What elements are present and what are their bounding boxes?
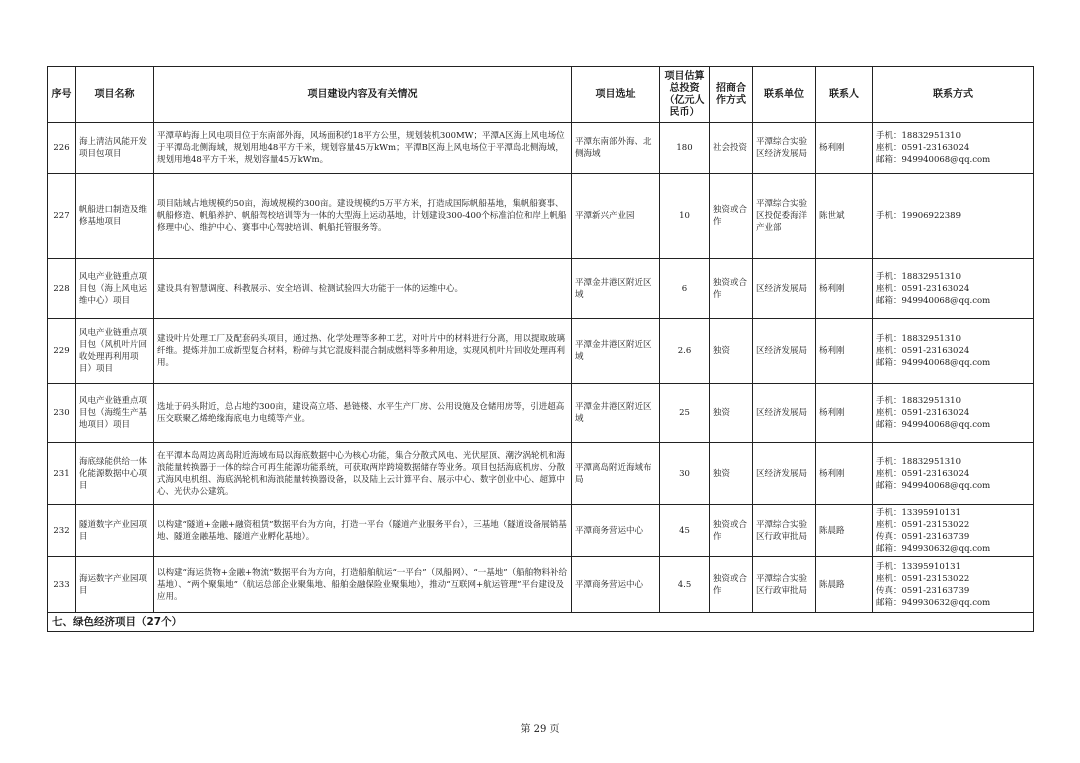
table-row [48, 443, 1034, 505]
header-mode: 招商合作方式 [710, 67, 753, 123]
cell-contact-person: 杨利刚 [816, 319, 873, 384]
cell-index: 231 [48, 443, 76, 505]
cell-index: 230 [48, 384, 76, 443]
section-row [48, 613, 1034, 632]
contact-line: 座机：0591-23163024 [876, 408, 970, 418]
cell-contact-unit: 区经济发展局 [753, 319, 816, 384]
contact-line: 手机：18832951310 [876, 334, 961, 344]
table-body [48, 123, 1034, 613]
cell-contact-person: 陈世斌 [816, 174, 873, 259]
table-row [48, 384, 1034, 443]
cell-project-content: 项目陆域占地规模约50亩，海域规模约300亩。建设规模约5万平方米，打造成国际帆船基地，集帆船赛事、帆船修造、帆船养护、帆船驾校培训等为一体的大型海上运动基地，计划建设300-400个标准泊位和岸上帆船修理中心、维护中心、赛事中心驾驶培训、帆船托管服务等。 [154, 174, 572, 259]
cell-location: 平潭金井港区附近区域 [572, 384, 660, 443]
header-content: 项目建设内容及有关情况 [154, 67, 572, 123]
cell-investment: 30 [660, 443, 710, 505]
cell-investment: 25 [660, 384, 710, 443]
cell-contact-info [873, 443, 1034, 505]
cell-index: 233 [48, 557, 76, 613]
cell-contact-unit: 平潭综合实验区投促委海洋产业部 [753, 174, 816, 259]
contact-line: 邮箱：949940068@qq.com [876, 420, 991, 430]
cell-project-name: 风电产业链重点项目包（风机叶片回收处理再利用项目）项目 [76, 319, 154, 384]
table-row [48, 557, 1034, 613]
header-name: 项目名称 [76, 67, 154, 123]
contact-line: 邮箱：949940068@qq.com [876, 155, 991, 165]
cell-contact-unit: 区经济发展局 [753, 384, 816, 443]
cell-location: 平潭东南部外海、北侧海域 [572, 123, 660, 174]
contact-line: 座机：0591-23163024 [876, 468, 970, 479]
cell-project-content: 在平潭本岛周边离岛附近海域布局以海底数据中心为核心功能，集合分散式风电、光伏屋顶、潮汐涡轮机和海浪能量转换器于一体的综合可再生能源功能系统，可获取两岸跨境数据储存等业务。项目包括海底机房、分散式海风电机组、海底涡轮机和海浪能量转换器设备，以及陆上云计算平台、展示中心、数字创业中心、超算中心、光伏办公建筑。 [154, 443, 572, 505]
cell-investment: 2.6 [660, 319, 710, 384]
cell-contact-person: 杨利刚 [816, 123, 873, 174]
cell-contact-unit: 区经济发展局 [753, 259, 816, 319]
contact-line: 座机：0591-23163024 [876, 283, 970, 294]
cell-location: 平潭商务营运中心 [572, 505, 660, 557]
contact-line: 邮箱：949930632@qq.com [876, 597, 991, 608]
header-index: 序号 [48, 67, 76, 123]
cell-contact-info [873, 557, 1034, 613]
cell-location: 平潭新兴产业园 [572, 174, 660, 259]
page-number: 第 29 页 [520, 724, 560, 735]
cell-project-name: 风电产业链重点项目包（海上风电运维中心）项目 [76, 259, 154, 319]
contact-line: 座机：0591-23153022 [876, 519, 970, 530]
contact-line: 手机：13395910131 [876, 507, 961, 518]
contact-line: 传真：0591-23163739 [876, 585, 970, 596]
cell-contact-info [873, 384, 1034, 443]
cell-index: 232 [48, 505, 76, 557]
header-contact: 联系方式 [873, 67, 1034, 123]
cell-project-content: 选址于码头附近，总占地约300亩，建设高立塔、悬链楼、水平生产厂房、公用设施及仓储用房等，引进超高压交联聚乙烯绝缘海底电力电缆等产业。 [154, 384, 572, 443]
cell-index: 226 [48, 123, 76, 174]
cell-investment: 10 [660, 174, 710, 259]
table-row [48, 259, 1034, 319]
table-row [48, 123, 1034, 174]
cell-investment: 6 [660, 259, 710, 319]
cell-contact-person: 陈晨路 [816, 505, 873, 557]
cell-project-content: 建设叶片处理工厂及配套码头项目，通过热、化学处理等多种工艺，对叶片中的材料进行分离，用以提取玻璃纤维。提炼并加工成新型复合材料，粉碎与其它混废料混合制成燃料等多种用途，实现风机叶片回收处理再利用。 [154, 319, 572, 384]
cell-investment: 180 [660, 123, 710, 174]
contact-line: 手机：18832951310 [876, 396, 961, 406]
cell-location: 平潭商务营运中心 [572, 557, 660, 613]
cell-contact-person: 陈晨路 [816, 557, 873, 613]
cell-location: 平潭金井港区附近区域 [572, 319, 660, 384]
cell-contact-unit: 平潭综合实验区行政审批局 [753, 505, 816, 557]
contact-line: 邮箱：949940068@qq.com [876, 480, 991, 491]
cell-project-name: 帆船进口制造及维修基地项目 [76, 174, 154, 259]
cell-contact-info [873, 259, 1034, 319]
cell-location: 平潭离岛附近海域布局 [572, 443, 660, 505]
contact-line: 手机：18832951310 [876, 456, 961, 467]
cell-project-name: 海运数字产业园项目 [76, 557, 154, 613]
table-row [48, 174, 1034, 259]
contact-line: 传真：0591-23163739 [876, 531, 970, 542]
cell-project-name: 隧道数字产业园项目 [76, 505, 154, 557]
cell-cooperation-mode: 独资 [710, 443, 753, 505]
cell-contact-unit: 区经济发展局 [753, 443, 816, 505]
cell-contact-person: 杨利刚 [816, 259, 873, 319]
contact-line: 手机：18832951310 [876, 131, 961, 141]
cell-project-name: 海底绿能供给一体化能源数据中心项目 [76, 443, 154, 505]
contact-line: 座机：0591-23163024 [876, 346, 970, 356]
header-investment: 项目估算总投资（亿元人民币） [660, 67, 710, 123]
cell-investment: 45 [660, 505, 710, 557]
cell-contact-person: 杨利刚 [816, 443, 873, 505]
cell-index: 229 [48, 319, 76, 384]
cell-contact-info [873, 505, 1034, 557]
project-table [47, 66, 1034, 632]
cell-cooperation-mode: 独资 [710, 319, 753, 384]
cell-project-name: 海上清洁风能开发项目包项目 [76, 123, 154, 174]
contact-line: 座机：0591-23153022 [876, 573, 970, 584]
header-unit: 联系单位 [753, 67, 816, 123]
contact-line: 邮箱：949940068@qq.com [876, 295, 991, 306]
cell-project-content: 以构建“隧道+金融+融资租赁”数据平台为方向，打造一平台（隧道产业服务平台），三基地（隧道设备展销基地、隧道金融基地、隧道产业孵化基地）。 [154, 505, 572, 557]
cell-cooperation-mode: 独资或合作 [710, 505, 753, 557]
cell-investment: 4.5 [660, 557, 710, 613]
cell-cooperation-mode: 独资 [710, 384, 753, 443]
contact-line: 手机：18832951310 [876, 271, 961, 282]
cell-contact-unit: 平潭综合实验区经济发展局 [753, 123, 816, 174]
header-location: 项目选址 [572, 67, 660, 123]
cell-cooperation-mode: 独资或合作 [710, 174, 753, 259]
project-table-container [47, 66, 1033, 632]
header-row [48, 67, 1034, 123]
cell-project-content: 以构建“海运货物+金融+物流”数据平台为方向，打造船舶航运“一平台”（凤船网）、“一基地”（船舶物料补给基地）、“两个聚集地”（航运总部企业聚集地、船舶金融保险业聚集地），推动“互联网+航运管理”平台建设及应用。 [154, 557, 572, 613]
contact-line: 邮箱：949930632@qq.com [876, 543, 991, 554]
cell-project-content: 建设具有智慧调度、科教展示、安全培训、检测试验四大功能于一体的运维中心。 [154, 259, 572, 319]
cell-cooperation-mode: 社会投资 [710, 123, 753, 174]
cell-contact-info [873, 174, 1034, 259]
cell-cooperation-mode: 独资或合作 [710, 557, 753, 613]
contact-line: 手机：13395910131 [876, 561, 961, 572]
section-title: 七、绿色经济项目（27个） [48, 613, 1034, 632]
cell-contact-info [873, 319, 1034, 384]
cell-index: 227 [48, 174, 76, 259]
cell-index: 228 [48, 259, 76, 319]
cell-location: 平潭金井港区附近区域 [572, 259, 660, 319]
cell-cooperation-mode: 独资或合作 [710, 259, 753, 319]
cell-contact-person: 杨利刚 [816, 384, 873, 443]
table-row [48, 319, 1034, 384]
cell-project-content: 平潭草屿海上风电项目位于东南部外海，风场面积约18平方公里，规划装机300MW；平潭A区海上风电场位于平潭岛北侧海域，规划用地48平方千米，规划容量45万kWm；平潭B区海上风电场位于平潭岛北侧海域，规划用地48平方千米，规划容量45万kWm。 [154, 123, 572, 174]
header-person: 联系人 [816, 67, 873, 123]
table-row [48, 505, 1034, 557]
contact-line: 座机：0591-23163024 [876, 143, 970, 153]
cell-contact-unit: 平潭综合实验区行政审批局 [753, 557, 816, 613]
cell-contact-info [873, 123, 1034, 174]
contact-line: 邮箱：949940068@qq.com [876, 358, 991, 368]
contact-line: 手机：19906922389 [876, 211, 961, 221]
cell-project-name: 风电产业链重点项目包（海缆生产基地项目）项目 [76, 384, 154, 443]
